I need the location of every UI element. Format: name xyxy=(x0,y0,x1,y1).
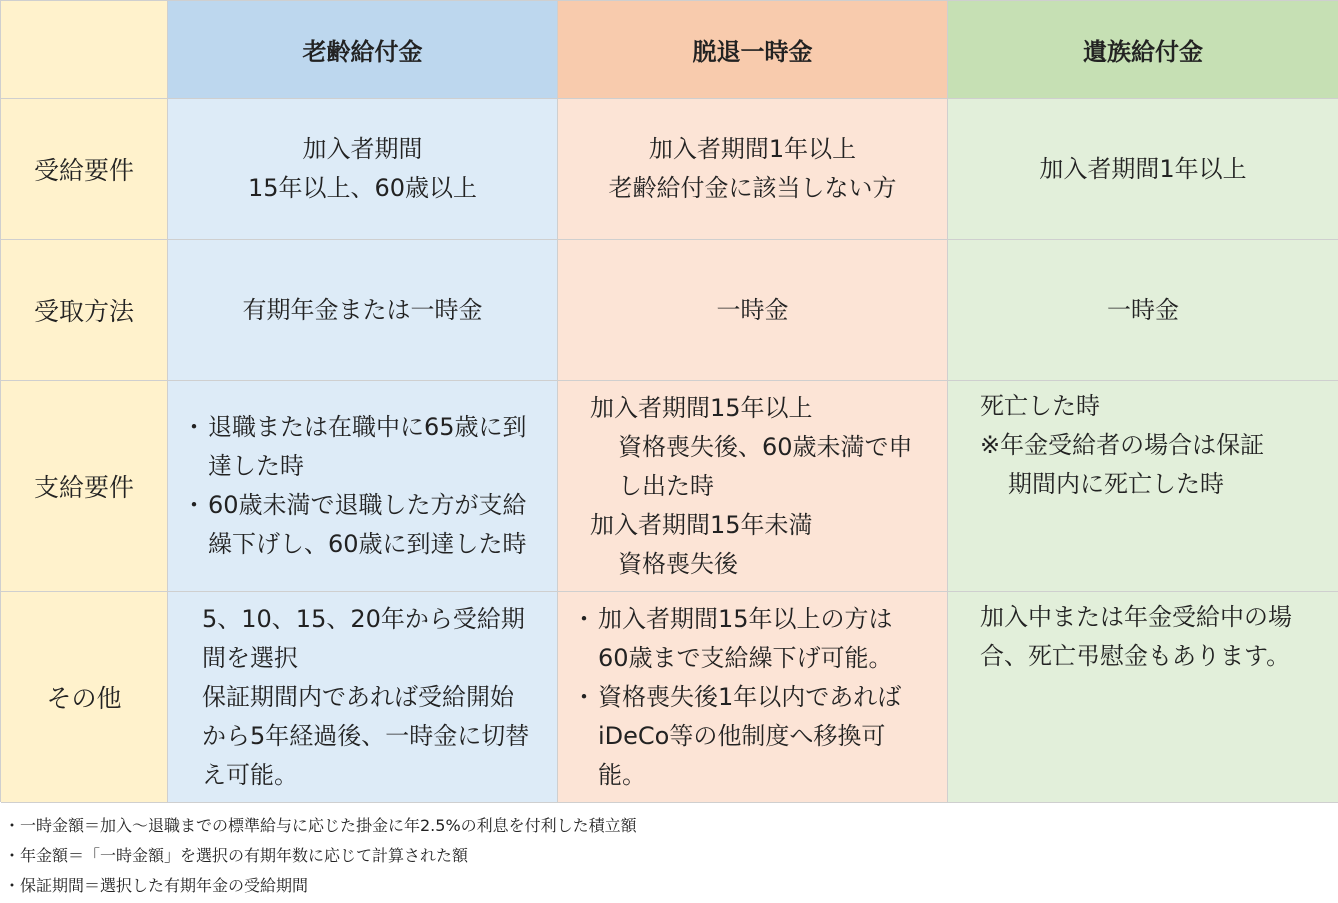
requirement-withdrawal-line: 老齢給付金に該当しない方 xyxy=(608,174,897,202)
row-label-other xyxy=(1,592,168,803)
method-withdrawal-text: 一時金 xyxy=(716,295,789,324)
row-label-requirement-text: 受給要件 xyxy=(33,156,134,185)
footnote-annuity: ・年金額＝「一時金額」を選択の有期年数に応じて計算された額 xyxy=(4,846,469,865)
row-label-method-text: 受取方法 xyxy=(33,297,134,326)
header-survivor-label: 遺族給付金 xyxy=(1083,38,1203,66)
payment-old-age-item: ・ 退職または在職中に65歳に到達した時 xyxy=(174,408,534,486)
footnote-lump-sum: ・一時金額＝加入～退職までの標準給与に応じた掛金に年2.5%の利息を付利した積立額 xyxy=(4,816,637,835)
method-withdrawal xyxy=(558,240,948,381)
method-survivor xyxy=(948,240,1338,381)
other-old-age-item: 保証期間内であれば受給開始から5年経過後、一時金に切替え可能。 xyxy=(202,682,530,789)
footnote-guarantee: ・保証期間＝選択した有期年金の受給期間 xyxy=(4,876,309,895)
payment-withdrawal-item: 資格喪失後、60歳未満で申し出た時 xyxy=(618,432,913,500)
other-survivor xyxy=(948,592,1338,803)
requirement-old-age xyxy=(168,99,558,240)
payment-old-age-item: ・ 60歳未満で退職した方が支給繰下げし、60歳に到達した時 xyxy=(174,486,534,564)
other-withdrawal xyxy=(558,592,948,803)
other-withdrawal-item: ・ 加入者期間15年以上の方は60歳まで支給繰下げ可能。 xyxy=(564,600,904,678)
other-old-age xyxy=(168,592,558,803)
payment-survivor-item: ※年金受給者の場合は保証 xyxy=(980,431,1265,459)
payment-survivor xyxy=(948,381,1338,592)
other-survivor-text: 加入中または年金受給中の場合、死亡弔慰金もあります。 xyxy=(980,603,1292,670)
requirement-survivor xyxy=(948,99,1338,240)
method-old-age-text: 有期年金または一時金 xyxy=(242,295,483,324)
payment-withdrawal-item: 加入者期間15年未満 xyxy=(590,510,813,539)
row-label-method xyxy=(1,240,168,381)
other-withdrawal-item: ・ 資格喪失後1年以内であればiDeCo等の他制度へ移換可能。 xyxy=(564,678,904,795)
row-label-payment xyxy=(1,381,168,592)
other-old-age-item: 5、10、15、20年から受給期間を選択 xyxy=(202,604,525,672)
payment-withdrawal-item: 資格喪失後 xyxy=(618,549,738,578)
row-label-requirement xyxy=(1,99,168,240)
payment-withdrawal xyxy=(558,381,948,592)
header-old-age-benefit xyxy=(168,1,558,99)
requirement-survivor-line: 加入者期間1年以上 xyxy=(1039,154,1247,183)
requirement-withdrawal xyxy=(558,99,948,240)
payment-survivor-item: 期間内に死亡した時 xyxy=(1008,470,1224,498)
requirement-withdrawal-line: 加入者期間1年以上 xyxy=(648,135,857,163)
row-label-payment-text: 支給要件 xyxy=(33,473,134,502)
payment-survivor-item: 死亡した時 xyxy=(980,392,1100,420)
requirement-old-age-line: 加入者期間 xyxy=(302,135,423,163)
method-old-age xyxy=(168,240,558,381)
header-withdrawal-label: 脱退一時金 xyxy=(692,38,813,66)
payment-withdrawal-item: 加入者期間15年以上 xyxy=(590,393,813,422)
header-old-age-label: 老齢給付金 xyxy=(302,38,423,66)
header-withdrawal-lump-sum xyxy=(558,1,948,99)
payment-old-age xyxy=(168,381,558,592)
footnotes xyxy=(4,811,637,901)
header-survivor-benefit xyxy=(948,1,1338,99)
method-survivor-text: 一時金 xyxy=(1107,295,1179,324)
row-label-other-text: その他 xyxy=(46,684,122,713)
header-corner xyxy=(1,1,168,99)
requirement-old-age-line: 15年以上、60歳以上 xyxy=(247,174,478,202)
